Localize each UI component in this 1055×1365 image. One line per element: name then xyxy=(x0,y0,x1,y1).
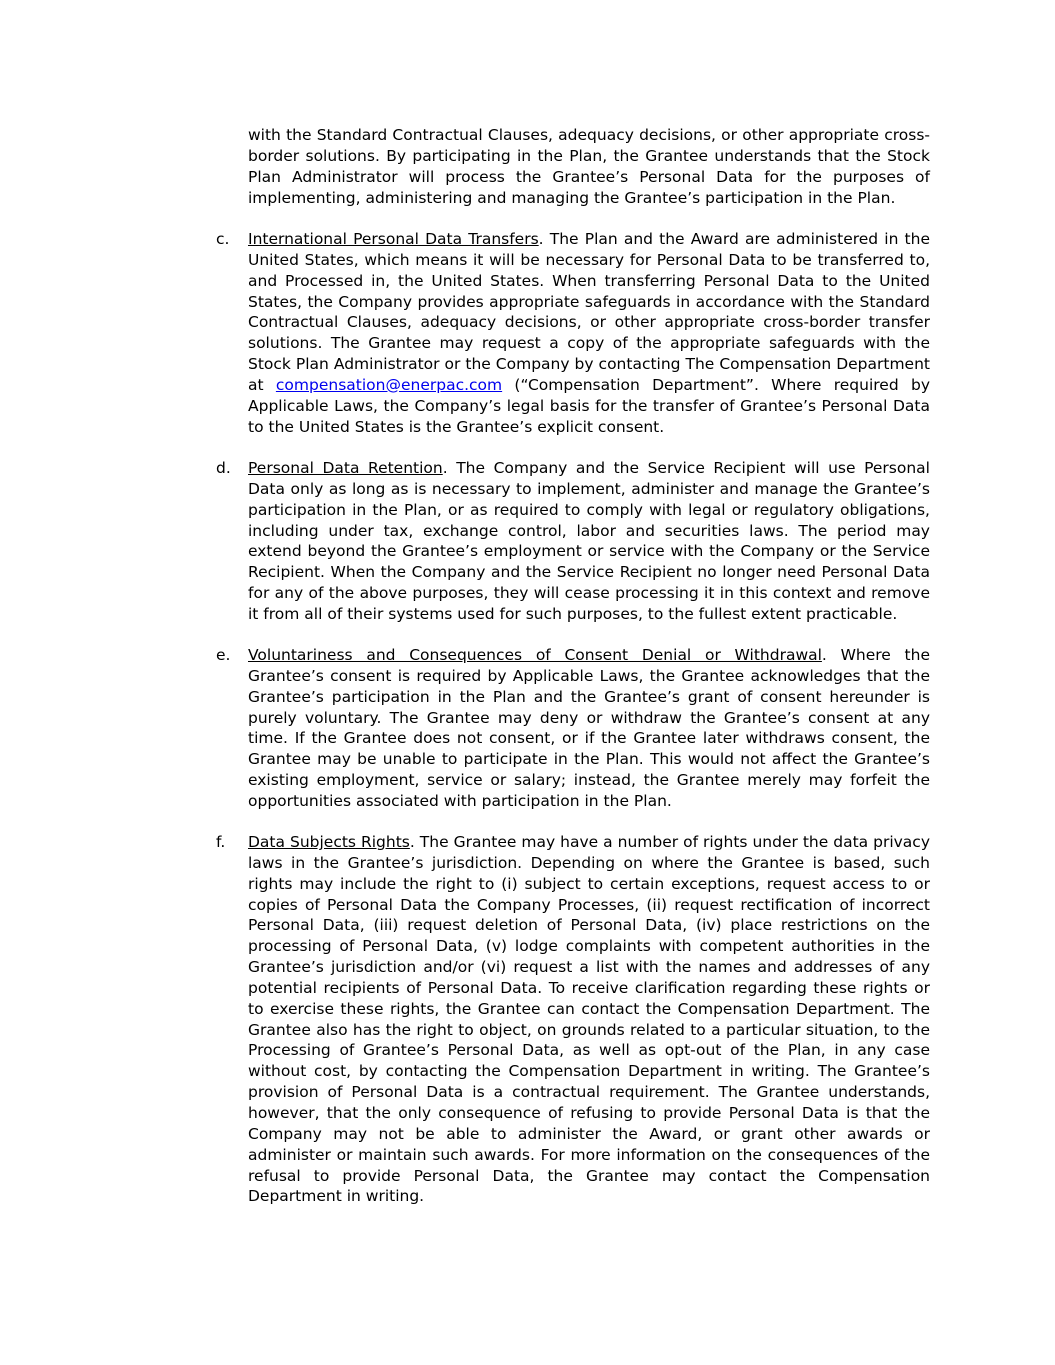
section-c-marker: c. xyxy=(216,230,230,248)
section-c-heading: International Personal Data Transfers xyxy=(248,230,539,248)
section-d-heading: Personal Data Retention xyxy=(248,459,443,477)
section-c-text-before-link: . The Plan and the Award are administered in the United States, which means it will be necessary for Personal Data to be transferred to, and Processed in, the United States. When transferring Personal Data to the United States, the Company provides appropriate safeguards in accordance with the Standard Contractual Clauses, adequacy decisions, or other appropriate cross-border transfer solutions. The Grantee may request a copy of the appropriate safeguards with the Stock Plan Administrator or the Company by contacting The Compensation Department at xyxy=(248,230,930,394)
continuation-paragraph xyxy=(248,125,930,208)
section-f-marker: f. xyxy=(216,833,226,851)
section-f-text: . The Grantee may have a number of rights under the data privacy laws in the Grantee’s jurisdiction. Depending on where the Grantee is based, such rights may include the right to (i) subject to certain exceptions, request access to or copies of Personal Data the Company Processes, (ii) request rectification of incorrect Personal Data, (iii) request deletion of Personal Data, (iv) place restrictions on the processing of Personal Data, (v) lodge complaints with competent authorities in the Grantee’s jurisdiction and/or (vi) request a list with the names and addresses of any potential recipients of Personal Data. To receive clarification regarding these rights or to exercise these rights, the Grantee can contact the Compensation Department. The Grantee also has the right to object, on grounds related to a particular situation, to the Processing of Grantee’s Personal Data, as well as opt-out of the Plan, in any case without cost, by contacting the Compensation Department in writing. The Grantee’s provision of Personal Data is a contractual requirement. The Grantee understands, however, that the only consequence of refusing to provide Personal Data is that the Company may not be able to administer the Award, or grant other awards or administer or maintain such awards. For more information on the consequences of the refusal to provide Personal Data, the Grantee may contact the Compensation Department in writing. xyxy=(248,833,931,1206)
section-e-marker: e. xyxy=(216,646,231,664)
section-e-text: . Where the Grantee’s consent is required by Applicable Laws, the Grantee acknowledges that the Grantee’s participation in the Plan and the Grantee’s grant of consent hereunder is purely voluntary. The Grantee may deny or withdraw the Grantee’s consent at any time. If the Grantee does not consent, or if the Grantee later withdraws consent, the Grantee may be unable to participate in the Plan. This would not affect the Grantee’s existing employment, service or salary; instead, the Grantee merely may forfeit the opportunities associated with participation in the Plan. xyxy=(248,646,930,810)
section-c-text-after-link: (“Compensation Department”. Where required by Applicable Laws, the Company’s legal basis for the transfer of Grantee’s Personal Data to the United States is the Grantee’s explicit consent. xyxy=(248,375,930,436)
section-e-heading: Voluntariness and Consequences of Consent Denial or Withdrawal xyxy=(248,646,822,664)
section-d-text: . The Company and the Service Recipient will use Personal Data only as long as is necessary to implement, administer and manage the Grantee’s participation in the Plan, or as required to comply with legal or regulatory obligations, including under tax, exchange control, labor and securities laws. The period may extend beyond the Grantee’s employment or service with the Company or the Service Recipient. When the Company and the Service Recipient no longer need Personal Data for any of the above purposes, they will cease processing it in this context and remove it from all of their systems used for such purposes, to the fullest extent practicable. xyxy=(248,459,930,623)
section-f-heading: Data Subjects Rights xyxy=(248,833,410,851)
continuation-text: with the Standard Contractual Clauses, adequacy decisions, or other appropriate cross-border solutions. By participating in the Plan, the Grantee understands that the Stock Plan Administrator will process the Grantee’s Personal Data for the purposes of implementing, administering and managing the Grantee’s participation in the Plan. xyxy=(248,126,930,207)
section-e-paragraph xyxy=(248,645,930,812)
section-f-paragraph xyxy=(248,832,930,1207)
section-c-paragraph xyxy=(248,229,930,437)
section-d-paragraph xyxy=(248,458,930,625)
compensation-email-link[interactable]: compensation@enerpac.com xyxy=(275,375,503,394)
section-d-marker: d. xyxy=(216,459,231,477)
